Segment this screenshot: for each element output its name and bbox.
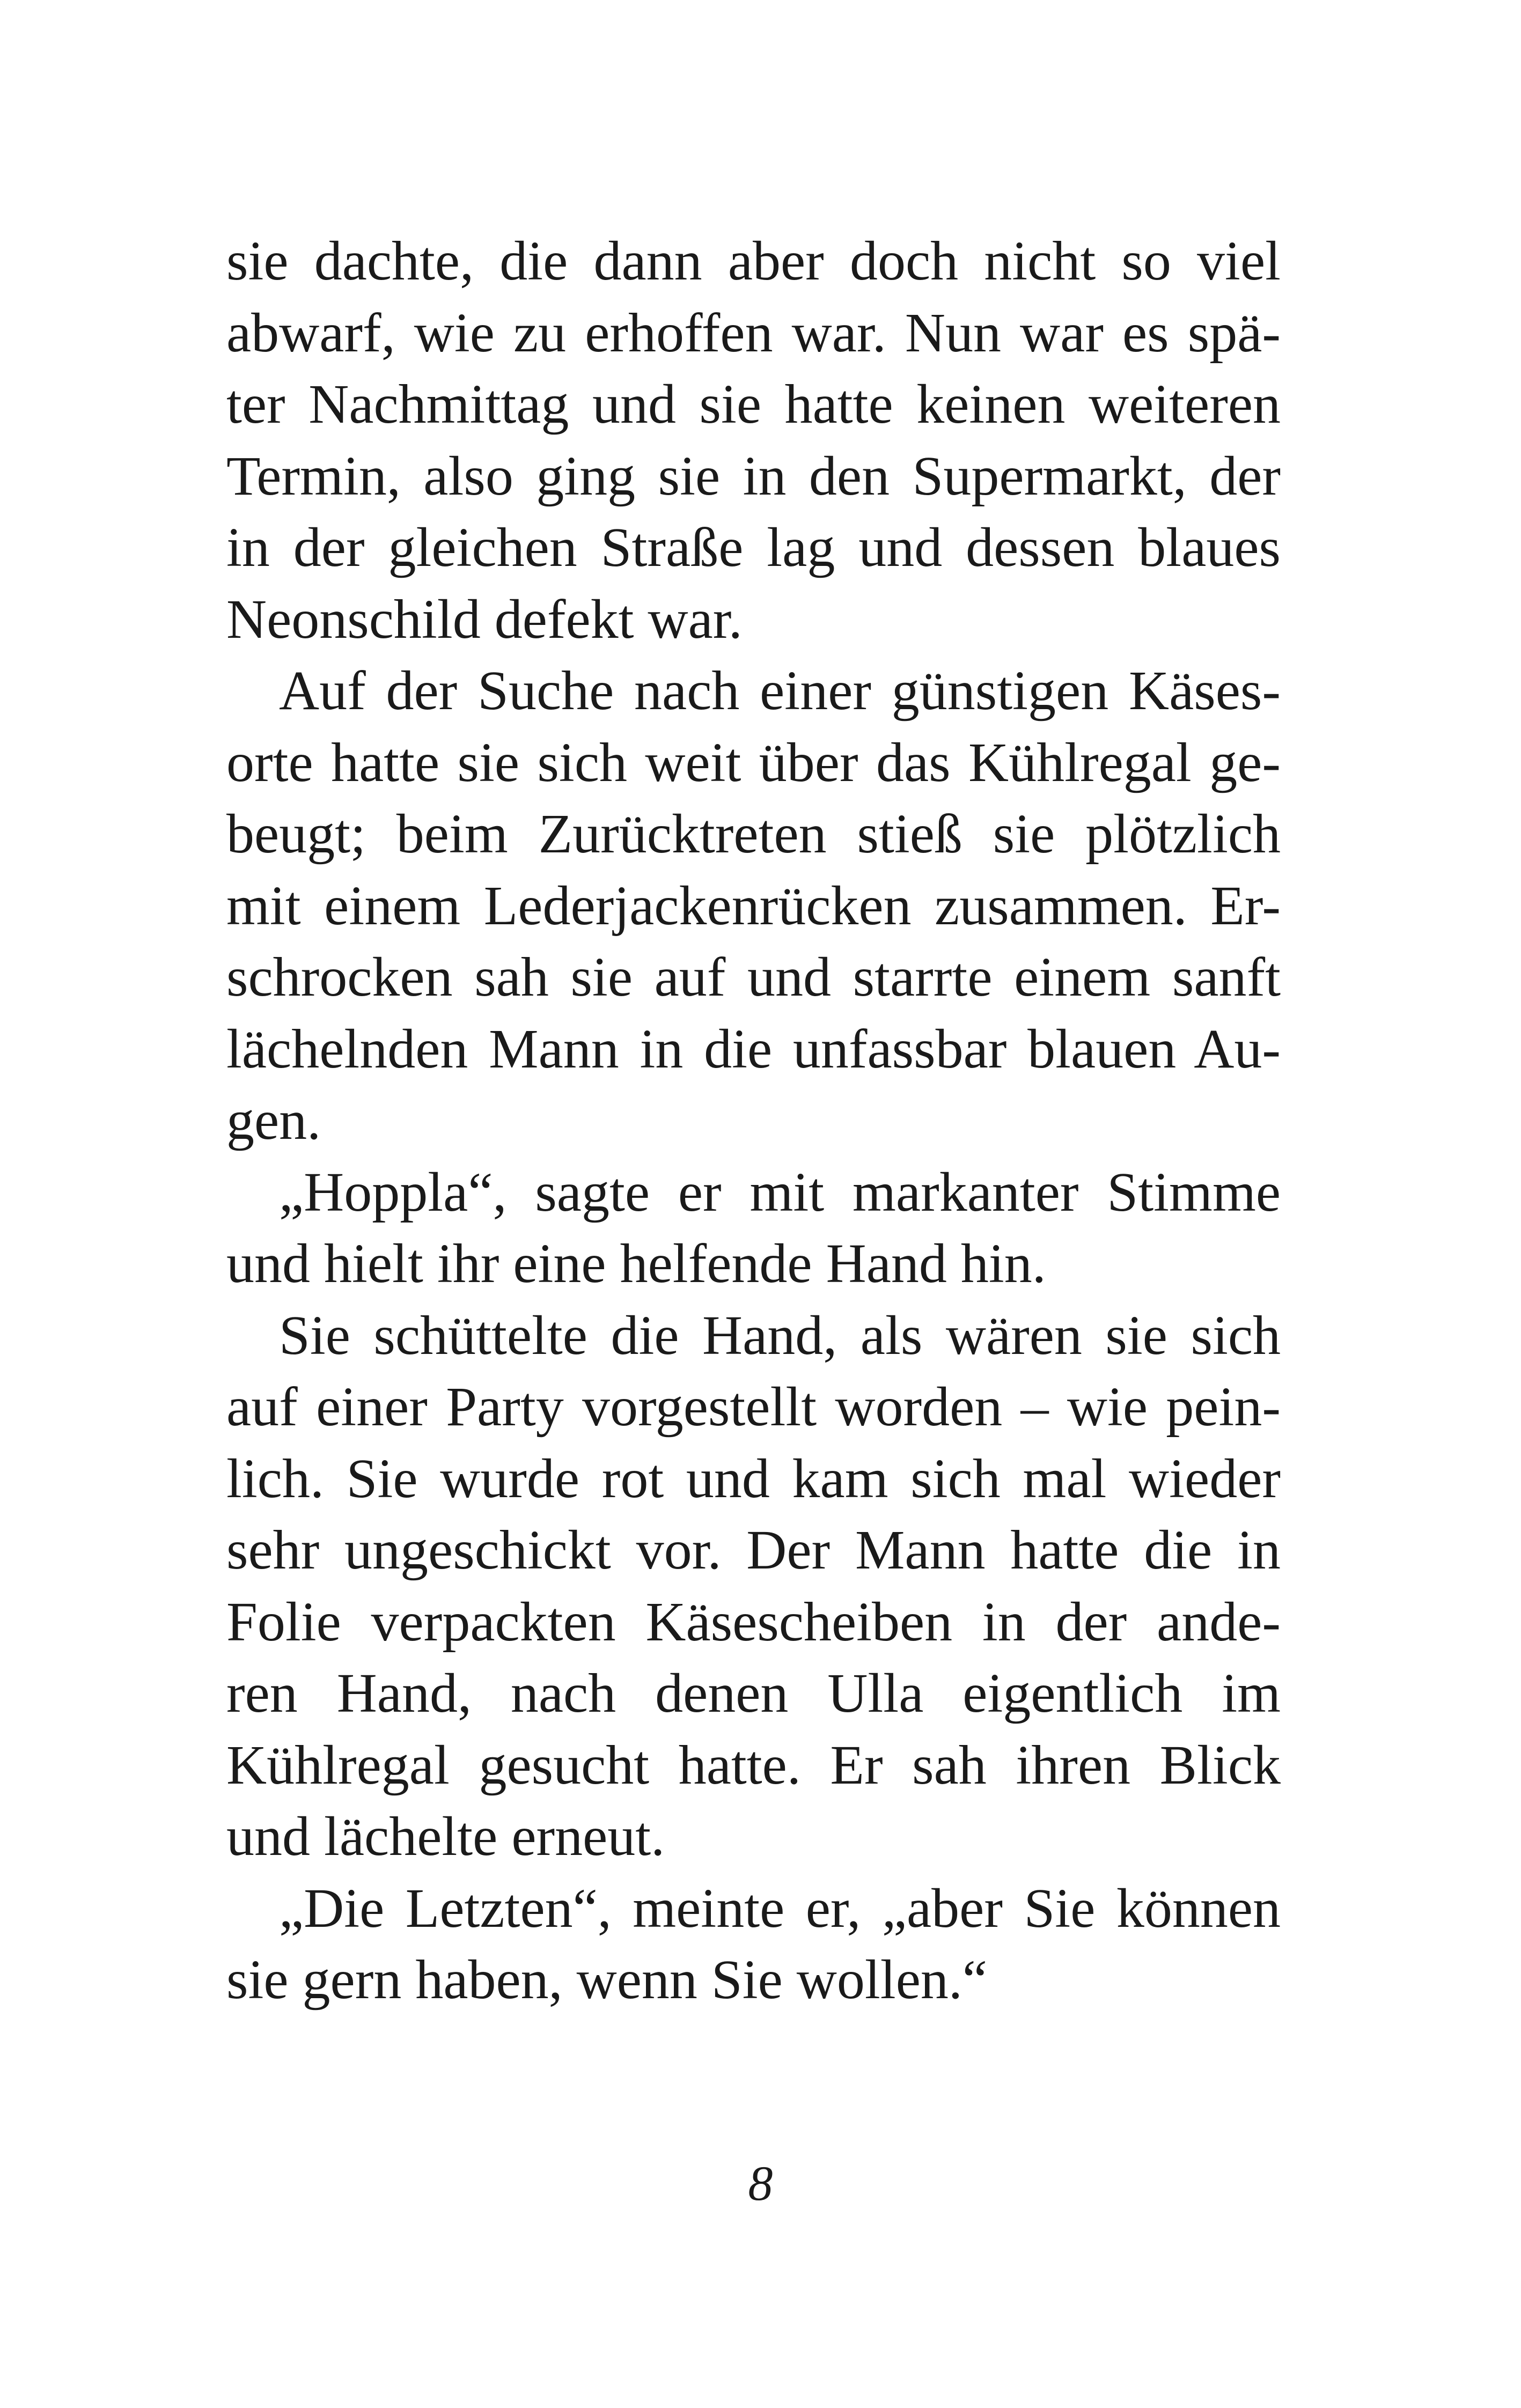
text-line: Neonschild defekt war. [226,588,743,650]
text-line: mit einem Lederjackenrücken zusammen. Er- [226,874,1281,937]
text-line: in der gleichen Straße lag und dessen blaues [226,517,1281,578]
text-line: schrocken sah sie auf und starrte einem sanft [226,946,1281,1008]
page-body [226,225,1281,2016]
text-line: Sie schüttelte die Hand, als wären sie sich [279,1304,1281,1366]
text-line: „Hoppla“, sagte er mit markanter Stimme [279,1161,1281,1223]
page-number: 8 [748,2156,773,2211]
text-line: lich. Sie wurde rot und kam sich mal wieder [226,1447,1281,1509]
text-line: Folie verpackten Käsescheiben in der ande- [226,1590,1281,1653]
text-line: und hielt ihr eine helfende Hand hin. [226,1233,1046,1294]
text-line: sehr ungeschickt vor. Der Mann hatte die in [226,1519,1281,1581]
text-line: ter Nachmittag und sie hatte keinen weiteren [226,373,1281,435]
text-line: auf einer Party vorgestellt worden – wie pein- [226,1376,1281,1438]
text-line: „Die Letzten“, meinte er, „aber Sie können [279,1877,1281,1939]
text-line: orte hatte sie sich weit über das Kühlregal ge- [226,731,1281,793]
text-line: ren Hand, nach denen Ulla eigentlich im [226,1662,1281,1724]
text-line: beugt; beim Zurücktreten stieß sie plötzlich [226,803,1281,865]
text-line: Termin, also ging sie in den Supermarkt, der [226,445,1281,507]
text-line: sie gern haben, wenn Sie wollen.“ [226,1949,988,2011]
text-line: gen. [226,1089,321,1151]
text-line: lächelnden Mann in die unfassbar blauen Au- [226,1018,1281,1080]
text-line: Auf der Suche nach einer günstigen Käses- [279,660,1281,721]
text-line: Kühlregal gesucht hatte. Er sah ihren Blick [226,1734,1281,1796]
text-line: und lächelte erneut. [226,1806,665,1867]
text-line: sie dachte, die dann aber doch nicht so viel [226,230,1281,292]
text-line: abwarf, wie zu erhoffen war. Nun war es spä- [226,301,1281,364]
